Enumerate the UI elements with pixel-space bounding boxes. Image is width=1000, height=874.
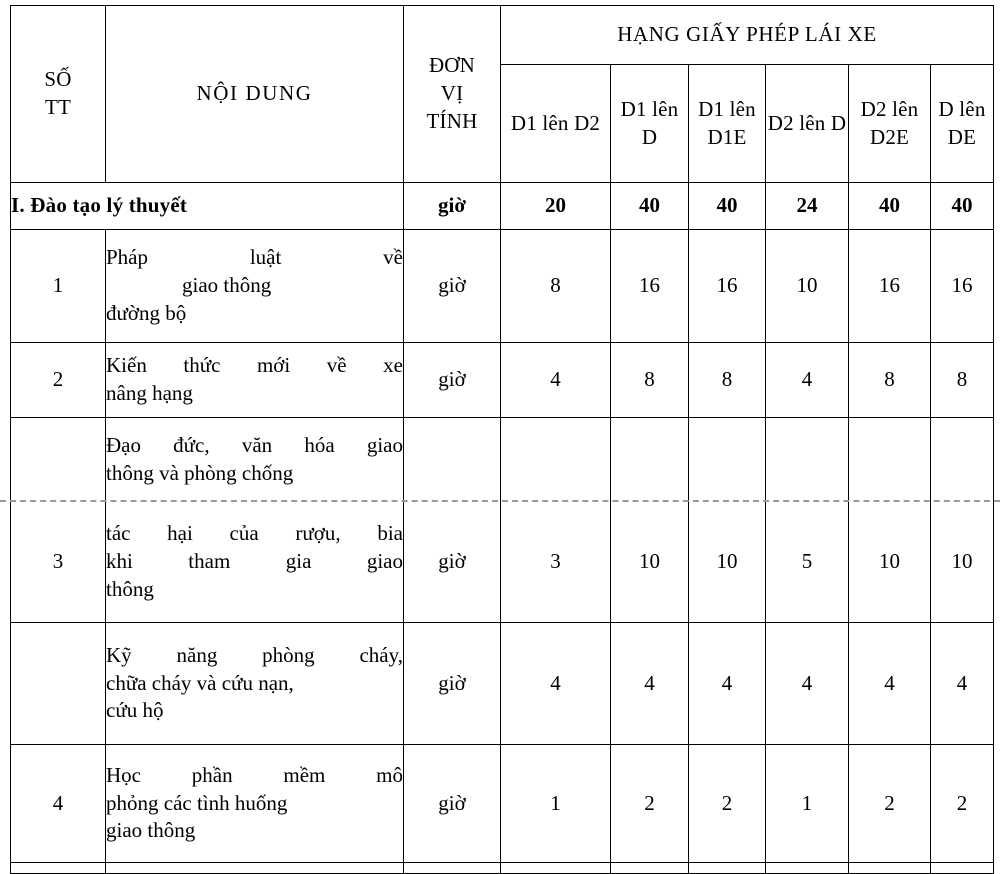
- row-content-line: Kỹ năng phòng cháy,: [106, 642, 403, 667]
- row-content: [106, 343, 404, 418]
- column-header-class-d1-d2: D1 lên D2: [501, 65, 611, 183]
- row-stt: 4: [11, 745, 106, 863]
- row-value-d2-d2e: 2: [849, 745, 931, 863]
- row-content-line: thông và phòng chống: [106, 461, 294, 485]
- truncated-cell: [404, 863, 501, 874]
- row-value-d2-d2e: 10: [849, 502, 931, 623]
- row-unit: [404, 418, 501, 503]
- row-value-d1-d1e: 10: [689, 502, 766, 623]
- row-value-d2-d2e: 4: [849, 623, 931, 745]
- column-header-unit-line2: VỊ: [440, 81, 464, 106]
- row-value-d1-d1e: 8: [689, 343, 766, 418]
- column-header-stt-line2: TT: [44, 95, 72, 119]
- row-content-line: giao thông: [106, 818, 196, 843]
- row-value-d1-d2: 1: [501, 745, 611, 863]
- row-value-d1-d2: 8: [501, 230, 611, 343]
- row-content-line: Pháp luật về: [106, 245, 403, 270]
- row-content-line: Kiến thức mới về xe: [106, 353, 403, 378]
- row-value-d1-d2: [501, 418, 611, 503]
- column-header-class-d1-d: D1 lên D: [611, 65, 689, 183]
- row-content: [106, 745, 404, 863]
- row-stt: 1: [11, 230, 106, 343]
- section-value-d2-d2e: 40: [849, 183, 931, 230]
- row-content-line: thông: [106, 576, 154, 601]
- column-header-class-d2-d: D2 lên D: [766, 65, 849, 183]
- row-content-line: Đạo đức, văn hóa giao: [106, 433, 403, 458]
- row-value-d1-d1e: 2: [689, 745, 766, 863]
- row-stt: [11, 418, 106, 503]
- row-content-line: tác hại của rượu, bia: [106, 521, 403, 546]
- row-value-d-de: 16: [931, 230, 994, 343]
- row-value-d1-d1e: 4: [689, 623, 766, 745]
- row-content-line: chữa cháy và cứu nạn,: [106, 670, 294, 695]
- row-value-d1-d: [611, 418, 689, 503]
- row-content-line: khi tham gia giao: [106, 549, 403, 574]
- row-value-d1-d: 16: [611, 230, 689, 343]
- header-row-group: [11, 6, 994, 65]
- row-unit: giờ: [404, 623, 501, 745]
- row-value-d2-d2e: 16: [849, 230, 931, 343]
- row-value-d2-d: 5: [766, 502, 849, 623]
- row-value-d2-d2e: [849, 418, 931, 503]
- truncated-cell: [931, 863, 994, 874]
- section-value-d1-d: 40: [611, 183, 689, 230]
- row-value-d1-d: 4: [611, 623, 689, 745]
- row-value-d1-d2: 4: [501, 623, 611, 745]
- row-value-d-de: 8: [931, 343, 994, 418]
- row-content-line: phỏng các tình huống: [106, 790, 288, 815]
- row-value-d2-d: 1: [766, 745, 849, 863]
- row-value-d-de: 4: [931, 623, 994, 745]
- table-row: [11, 745, 994, 863]
- column-header-unit-line3: TÍNH: [426, 108, 478, 133]
- row-content: [106, 230, 404, 343]
- section-value-d1-d2: 20: [501, 183, 611, 230]
- row-unit: giờ: [404, 343, 501, 418]
- section-title: I. Đào tạo lý thuyết: [11, 183, 404, 230]
- table-body: [11, 183, 994, 874]
- truncated-cell: [611, 863, 689, 874]
- row-value-d2-d: 10: [766, 230, 849, 343]
- section-row-theory: [11, 183, 994, 230]
- section-unit: giờ: [404, 183, 501, 230]
- truncated-cell: [106, 863, 404, 874]
- section-value-d2-d: 24: [766, 183, 849, 230]
- column-header-unit: [404, 6, 501, 183]
- row-value-d2-d: 4: [766, 343, 849, 418]
- truncated-cell: [766, 863, 849, 874]
- column-header-content: NỘI DUNG: [106, 6, 404, 183]
- section-value-d-de: 40: [931, 183, 994, 230]
- truncated-cell: [849, 863, 931, 874]
- column-header-unit-line1: ĐƠN: [428, 53, 476, 78]
- truncated-cell: [689, 863, 766, 874]
- table-row-truncated: [11, 863, 994, 874]
- row-content: [106, 502, 404, 623]
- column-header-stt-line1: SỐ: [44, 67, 72, 92]
- row-value-d1-d2: 4: [501, 343, 611, 418]
- row-unit: giờ: [404, 502, 501, 623]
- table-row: [11, 343, 994, 418]
- row-stt: 2: [11, 343, 106, 418]
- row-value-d1-d: 10: [611, 502, 689, 623]
- column-header-class-d2-d2e: D2 lên D2E: [849, 65, 931, 183]
- row-value-d1-d1e: [689, 418, 766, 503]
- row-value-d1-d: 2: [611, 745, 689, 863]
- row-unit: giờ: [404, 230, 501, 343]
- column-header-class-d-de: D lên DE: [931, 65, 994, 183]
- row-content-line: nâng hạng: [106, 381, 193, 405]
- row-value-d2-d: 4: [766, 623, 849, 745]
- table-header: [11, 6, 994, 183]
- table-row: [11, 623, 994, 745]
- row-content-line: cứu hộ: [106, 698, 164, 723]
- row-content: [106, 418, 404, 503]
- row-value-d-de: 2: [931, 745, 994, 863]
- row-stt: 3: [11, 502, 106, 623]
- row-value-d-de: 10: [931, 502, 994, 623]
- row-content: [106, 623, 404, 745]
- row-value-d1-d2: 3: [501, 502, 611, 623]
- column-header-stt: [11, 6, 106, 183]
- row-stt: [11, 623, 106, 745]
- row-value-d2-d: [766, 418, 849, 503]
- table-row: [11, 502, 994, 623]
- row-unit: giờ: [404, 745, 501, 863]
- row-content-line: đường bộ: [106, 300, 187, 325]
- table-row: [11, 418, 994, 503]
- row-content-line: giao thông: [182, 273, 272, 298]
- training-curriculum-table: [10, 5, 994, 874]
- section-value-d1-d1e: 40: [689, 183, 766, 230]
- row-value-d1-d1e: 16: [689, 230, 766, 343]
- truncated-cell: [501, 863, 611, 874]
- row-value-d-de: [931, 418, 994, 503]
- column-header-class-d1-d1e: D1 lên D1E: [689, 65, 766, 183]
- table-row: [11, 230, 994, 343]
- column-header-license-group: HẠNG GIẤY PHÉP LÁI XE: [501, 6, 994, 65]
- row-content-line: Học phần mềm mô: [106, 762, 403, 787]
- row-value-d1-d: 8: [611, 343, 689, 418]
- row-value-d2-d2e: 8: [849, 343, 931, 418]
- truncated-cell: [11, 863, 106, 874]
